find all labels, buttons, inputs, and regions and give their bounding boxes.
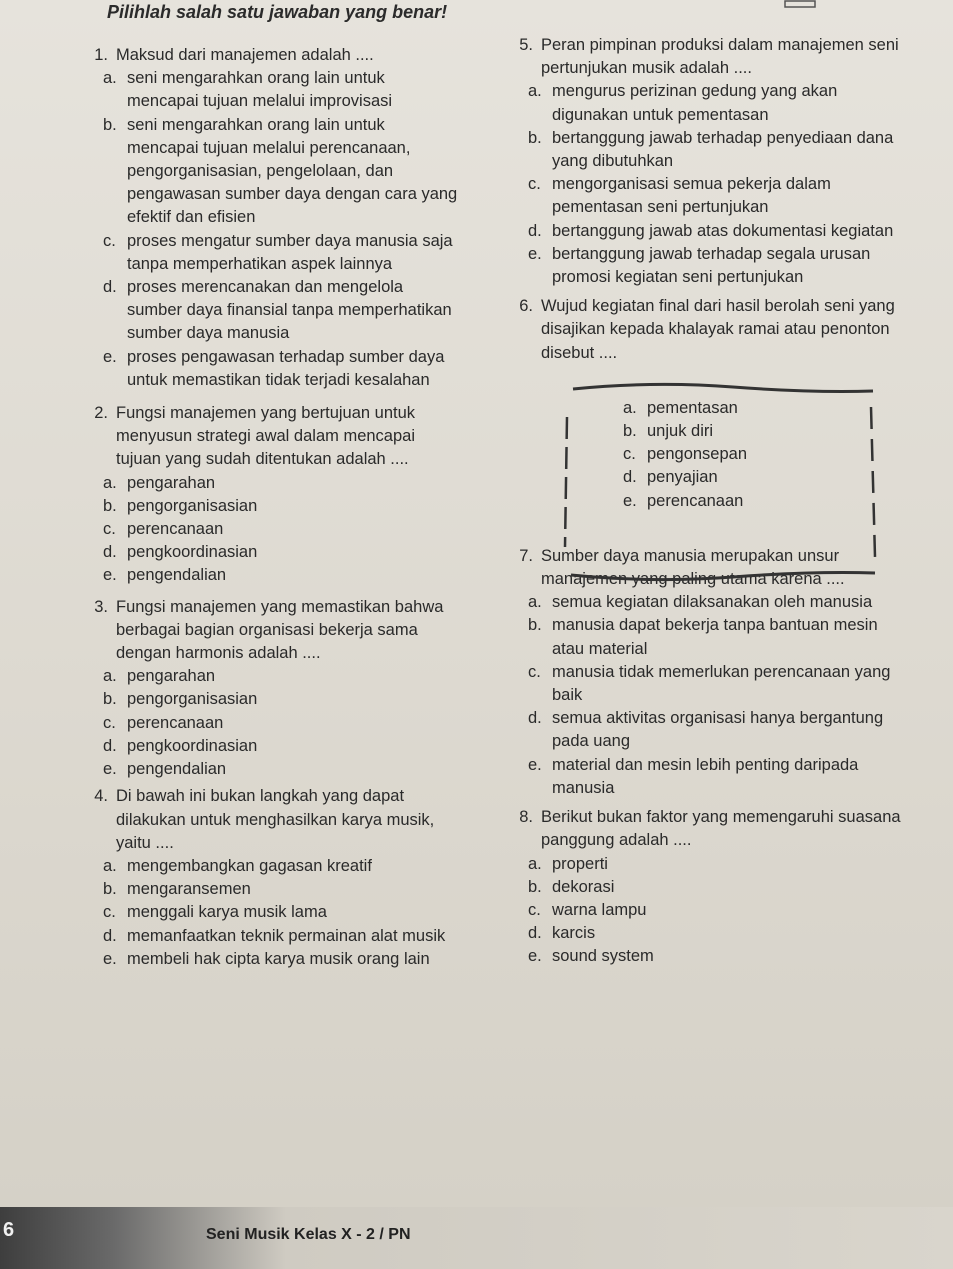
- option-letter: a.: [623, 398, 637, 417]
- option-letter: d.: [103, 926, 117, 945]
- option-text: pengkoordinasian: [127, 736, 258, 755]
- option-c[interactable]: [503, 173, 903, 219]
- option-letter: b.: [103, 496, 117, 515]
- page-number: 6: [3, 1219, 15, 1241]
- option-d[interactable]: [78, 925, 458, 948]
- option-c[interactable]: [78, 901, 458, 924]
- page-footer: [0, 1207, 953, 1269]
- option-letter: c.: [623, 445, 636, 464]
- option-a[interactable]: [78, 472, 458, 495]
- option-a[interactable]: [503, 853, 903, 876]
- option-d[interactable]: [503, 922, 903, 945]
- option-a[interactable]: [78, 855, 458, 878]
- option-text: bertanggung jawab terhadap penyediaan dana yang dibutuhkan: [552, 128, 894, 171]
- option-letter: d.: [103, 736, 117, 755]
- option-letter: e.: [528, 947, 542, 966]
- option-letter: c.: [528, 662, 541, 681]
- option-d[interactable]: [78, 735, 458, 758]
- option-text: pengarahan: [127, 667, 216, 686]
- option-text: sound system: [552, 947, 654, 966]
- option-text: pengkoordinasian: [127, 543, 258, 562]
- option-text: mengurus perizinan gedung yang akan digunakan untuk pementasan: [552, 82, 838, 124]
- option-text: pengarahan: [127, 473, 216, 492]
- option-letter: b.: [528, 128, 542, 147]
- option-text: bertanggung jawab terhadap segala urusan promosi kegiatan seni pertunjukan: [552, 244, 871, 287]
- option-text: mengembangkan gagasan kreatif: [127, 856, 372, 875]
- option-d[interactable]: [503, 707, 903, 753]
- option-letter: a.: [528, 593, 542, 612]
- option-text: pengonsepan: [647, 445, 748, 464]
- option-letter: e.: [103, 566, 117, 585]
- option-d[interactable]: [78, 276, 458, 346]
- option-letter: d.: [528, 709, 542, 728]
- corner-mark-icon: [783, 0, 823, 10]
- question-text: Fungsi manajemen yang memastikan bahwa berbagai bagian organisasi bekerja sama dengan harmonis adalah ....: [116, 597, 444, 663]
- option-text: penyajian: [647, 468, 718, 487]
- question-text: Sumber daya manusia merupakan unsur manajemen yang paling utama karena ....: [541, 546, 845, 589]
- option-letter: b.: [623, 422, 637, 441]
- footer-text: Seni Musik Kelas X - 2 / PN: [206, 1226, 411, 1243]
- option-letter: c.: [103, 903, 116, 922]
- option-text: karcis: [552, 924, 596, 943]
- right-column: [503, 34, 903, 973]
- option-letter: c.: [528, 175, 541, 194]
- option-text: membeli hak cipta karya musik orang lain: [127, 949, 430, 968]
- question-text: Peran pimpinan produksi dalam manajemen seni pertunjukan musik adalah ....: [541, 36, 899, 78]
- option-text: unjuk diri: [647, 422, 714, 441]
- question-3: [78, 596, 458, 782]
- option-b[interactable]: [503, 876, 903, 899]
- option-a[interactable]: [78, 665, 458, 688]
- option-b[interactable]: [78, 878, 458, 901]
- option-letter: e.: [623, 491, 637, 510]
- option-text: pengendalian: [127, 760, 227, 779]
- option-a[interactable]: [78, 67, 458, 113]
- question-2: [78, 402, 458, 588]
- question-6: [503, 295, 903, 531]
- option-c[interactable]: [78, 230, 458, 276]
- option-d[interactable]: [78, 541, 458, 564]
- question-number: 8.: [519, 808, 533, 827]
- option-b[interactable]: [503, 127, 903, 173]
- option-e[interactable]: [78, 948, 458, 971]
- option-text: mengorganisasi semua pekerja dalam pementasan seni pertunjukan: [552, 175, 831, 217]
- option-text: bertanggung jawab atas dokumentasi kegiatan: [552, 221, 894, 240]
- highlighted-options: [563, 381, 873, 531]
- option-text: menggali karya musik lama: [127, 903, 327, 922]
- option-a[interactable]: [503, 591, 903, 614]
- option-b[interactable]: [78, 495, 458, 518]
- option-e[interactable]: [78, 346, 458, 392]
- option-text: memanfaatkan teknik permainan alat musik: [127, 926, 446, 945]
- option-letter: d.: [103, 278, 117, 297]
- option-b[interactable]: [78, 114, 458, 230]
- left-column: [78, 44, 458, 975]
- option-letter: a.: [103, 667, 117, 686]
- option-text: warna lampu: [552, 900, 647, 919]
- option-text: seni mengarahkan orang lain untuk mencapai tujuan melalui perencanaan, pengorganisasian, pengelolaan, dan pengawasan sumber daya dengan cara yang efektif dan efisien: [127, 115, 458, 227]
- option-letter: b.: [528, 877, 542, 896]
- option-letter: c.: [103, 231, 116, 250]
- question-text: Fungsi manajemen yang bertujuan untuk menyusun strategi awal dalam mencapai tujuan yang sudah ditentukan adalah ....: [116, 404, 416, 469]
- option-letter: d.: [528, 221, 542, 240]
- question-text: Wujud kegiatan final dari hasil berolah seni yang disajikan kepada khalayak ramai atau penonton disebut ....: [541, 297, 895, 362]
- option-text: properti: [552, 854, 608, 873]
- question-text: Berikut bukan faktor yang memengaruhi suasana panggung adalah ....: [541, 808, 901, 850]
- option-letter: a.: [103, 473, 117, 492]
- question-number: 6.: [519, 297, 533, 316]
- option-letter: a.: [103, 856, 117, 875]
- option-text: mengaransemen: [127, 880, 251, 899]
- option-text: manusia tidak memerlukan perencanaan yang baik: [552, 662, 891, 705]
- option-letter: e.: [103, 949, 117, 968]
- option-text: proses pengawasan terhadap sumber daya untuk memastikan tidak terjadi kesalahan: [127, 347, 445, 389]
- option-letter: a.: [103, 69, 117, 88]
- option-letter: c.: [103, 520, 116, 539]
- instruction-header: Pilihlah salah satu jawaban yang benar!: [107, 2, 448, 22]
- option-letter: b.: [528, 616, 542, 635]
- option-b[interactable]: [78, 688, 458, 711]
- option-letter: e.: [103, 347, 117, 366]
- option-letter: e.: [528, 244, 542, 263]
- option-letter: b.: [103, 690, 117, 709]
- question-1: [78, 44, 458, 392]
- option-letter: a.: [528, 854, 542, 873]
- option-letter: e.: [103, 760, 117, 779]
- option-text: pengendalian: [127, 566, 227, 585]
- option-e[interactable]: [78, 564, 458, 587]
- option-text: dekorasi: [552, 877, 615, 896]
- option-d[interactable]: [503, 220, 903, 243]
- question-text: Di bawah ini bukan langkah yang dapat dilakukan untuk menghasilkan karya musik, yaitu ....: [116, 787, 435, 852]
- option-text: perencanaan: [127, 713, 224, 732]
- option-letter: e.: [528, 755, 542, 774]
- option-letter: d.: [103, 543, 117, 562]
- question-text: Maksud dari manajemen adalah ....: [116, 46, 374, 64]
- option-text: seni mengarahkan orang lain untuk mencapai tujuan melalui improvisasi: [127, 69, 393, 111]
- question-number: 3.: [94, 597, 108, 616]
- option-letter: d.: [623, 468, 637, 487]
- option-letter: b.: [103, 880, 117, 899]
- option-text: semua kegiatan dilaksanakan oleh manusia: [552, 593, 873, 612]
- option-text: perencanaan: [127, 520, 224, 539]
- option-text: pementasan: [647, 398, 738, 417]
- option-text: pengorganisasian: [127, 690, 258, 709]
- option-a[interactable]: [503, 80, 903, 126]
- question-5: [503, 34, 903, 289]
- question-4: [78, 785, 458, 971]
- option-text: pengorganisasian: [127, 496, 258, 515]
- option-e[interactable]: [503, 243, 903, 289]
- option-text: manusia dapat bekerja tanpa bantuan mesin atau material: [552, 616, 878, 658]
- option-c[interactable]: [78, 712, 458, 735]
- option-text: proses mengatur sumber daya manusia saja tanpa memperhatikan aspek lainnya: [127, 231, 453, 273]
- option-letter: c.: [103, 713, 116, 732]
- question-number: 7.: [519, 546, 533, 565]
- option-text: semua aktivitas organisasi hanya bergantung pada uang: [552, 709, 884, 751]
- option-e[interactable]: [503, 754, 903, 800]
- option-e[interactable]: [78, 758, 458, 781]
- option-letter: b.: [103, 115, 117, 134]
- option-letter: a.: [528, 82, 542, 101]
- option-letter: d.: [528, 924, 542, 943]
- question-number: 2.: [94, 404, 108, 423]
- option-text: proses merencanakan dan mengelola sumber daya finansial tanpa memperhatikan sumber daya manusia: [127, 278, 452, 343]
- question-number: 5.: [519, 36, 533, 54]
- option-letter: c.: [528, 900, 541, 919]
- option-e[interactable]: [503, 945, 903, 968]
- option-c[interactable]: [503, 661, 903, 707]
- scribble-frame-icon: [553, 377, 883, 587]
- question-8: [503, 806, 903, 968]
- option-text: material dan mesin lebih penting daripada manusia: [552, 755, 859, 797]
- option-b[interactable]: [503, 614, 903, 660]
- question-number: 4.: [94, 787, 108, 806]
- option-c[interactable]: [78, 518, 458, 541]
- question-number: 1.: [94, 46, 108, 64]
- option-text: perencanaan: [647, 491, 744, 510]
- option-c[interactable]: [503, 899, 903, 922]
